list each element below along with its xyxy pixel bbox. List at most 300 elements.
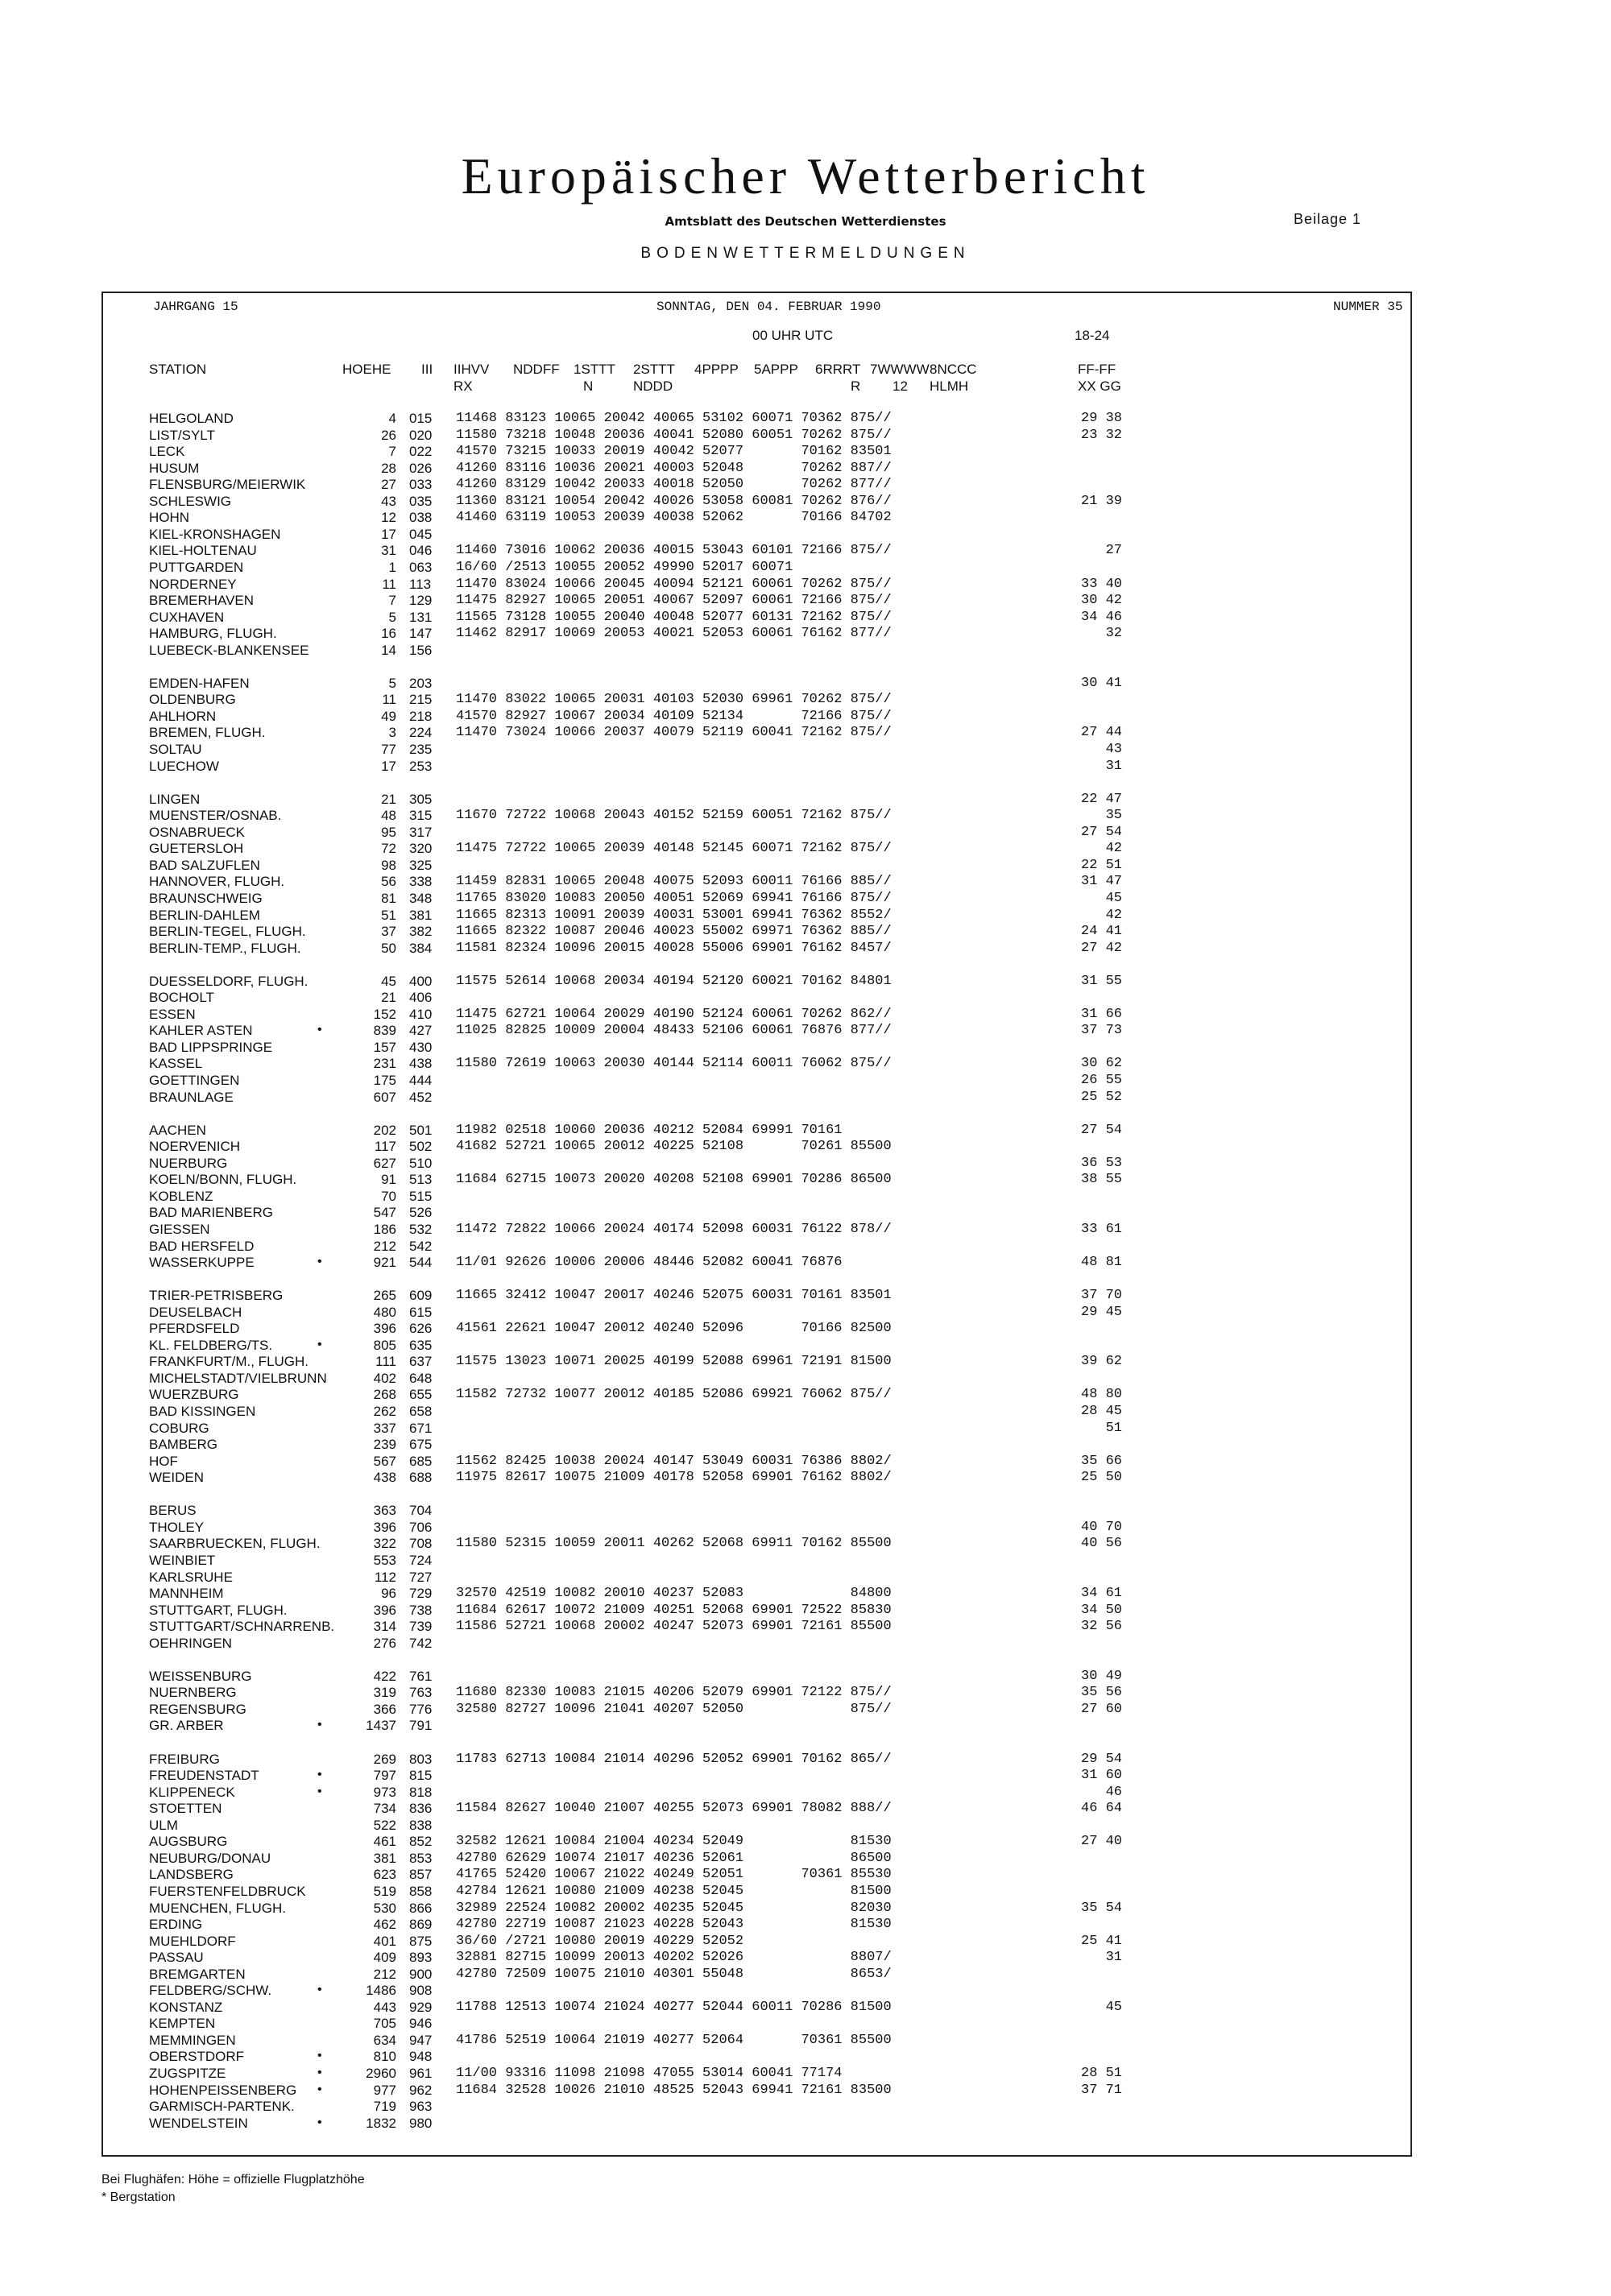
station-height: 26 xyxy=(381,427,396,443)
station-height: 37 xyxy=(381,924,396,940)
station-height: 11 xyxy=(382,692,396,708)
synop-groups: 11582 72732 10077 20012 40185 52086 69921 76062 875// xyxy=(456,1387,892,1403)
station-name: LINGEN xyxy=(149,791,201,807)
mountain-station-marker: • xyxy=(317,2115,322,2129)
station-index: 708 xyxy=(409,1536,433,1552)
table-row xyxy=(0,1404,1611,1421)
table-row xyxy=(0,527,1611,544)
station-height: 973 xyxy=(373,1784,396,1800)
table-row xyxy=(0,792,1611,809)
station-height: 51 xyxy=(381,907,396,923)
station-name: PUTTGARDEN xyxy=(149,559,244,575)
wind-gust-values: 46 64 xyxy=(1081,1801,1123,1817)
station-name: BAD MARIENBERG xyxy=(149,1205,273,1221)
synop-groups: 41460 63119 10053 20039 40038 52062 70166 84702 xyxy=(456,510,892,526)
wind-gust-values: 31 66 xyxy=(1081,1006,1123,1022)
section-heading: BODENWETTERMELDUNGEN xyxy=(640,245,971,262)
station-height: 98 xyxy=(381,857,396,873)
station-name: WASSERKUPPE xyxy=(149,1255,255,1271)
station-name: MUENCHEN, FLUGH. xyxy=(149,1900,287,1916)
synop-groups: 11/01 92626 10006 20006 48446 52082 60041 76876 xyxy=(456,1255,843,1271)
station-index: 215 xyxy=(409,692,433,708)
station-index: 626 xyxy=(409,1321,433,1337)
station-height: 322 xyxy=(373,1536,396,1552)
station-index: 406 xyxy=(409,990,433,1006)
table-row xyxy=(0,990,1611,1007)
station-height: 337 xyxy=(373,1420,396,1436)
station-height: 12 xyxy=(381,510,396,526)
wind-gust-values: 27 44 xyxy=(1081,725,1123,741)
table-row xyxy=(0,1338,1611,1355)
table-row xyxy=(0,1156,1611,1173)
synop-groups: 11580 52315 10059 20011 40262 52068 69911 70162 85500 xyxy=(456,1536,892,1552)
station-name: MUENSTER/OSNAB. xyxy=(149,808,282,824)
table-row xyxy=(0,411,1611,428)
station-name: GR. ARBER xyxy=(149,1718,224,1734)
synop-groups: 11459 82831 10065 20048 40075 52093 60011 76166 885// xyxy=(456,874,892,890)
period-label: 18-24 xyxy=(1075,328,1110,343)
station-name: PASSAU xyxy=(149,1950,204,1966)
station-name: MUEHLDORF xyxy=(149,1933,236,1949)
column-header: 7WWWW xyxy=(870,362,930,377)
station-height: 14 xyxy=(381,642,396,658)
wind-gust-values: 30 49 xyxy=(1081,1668,1123,1684)
synop-groups: 11470 83024 10066 20045 40094 52121 60061 70262 875// xyxy=(456,576,892,592)
table-row xyxy=(0,2116,1611,2133)
station-index: 706 xyxy=(409,1519,433,1535)
column-subheader: 12 xyxy=(892,379,908,394)
station-height: 70 xyxy=(381,1188,396,1204)
mountain-station-marker: • xyxy=(317,2066,322,2079)
wind-gust-values: 31 xyxy=(1081,1950,1123,1966)
synop-groups: 41561 22621 10047 20012 40240 52096 70166 82500 xyxy=(456,1321,892,1337)
synop-groups: 11475 82927 10065 20051 40067 52097 60061 72166 875// xyxy=(456,593,892,609)
wind-gust-values: 27 xyxy=(1081,543,1123,559)
synop-groups: 11788 12513 10074 21024 40277 52044 60011 70286 81500 xyxy=(456,1999,892,2015)
station-index: 857 xyxy=(409,1867,433,1883)
station-name: HANNOVER, FLUGH. xyxy=(149,874,285,890)
table-row xyxy=(0,1901,1611,1917)
station-index: 727 xyxy=(409,1569,433,1585)
station-height: 72 xyxy=(381,841,396,857)
table-row xyxy=(0,1503,1611,1520)
table-row xyxy=(0,510,1611,527)
station-index: 129 xyxy=(409,593,433,609)
table-row xyxy=(0,1702,1611,1719)
wind-gust-values: 25 41 xyxy=(1081,1933,1123,1949)
column-header: III xyxy=(421,362,433,377)
station-name: NUERBURG xyxy=(149,1155,228,1171)
synop-groups: 32989 22524 10082 20002 40235 52045 82030 xyxy=(456,1900,892,1916)
station-name: STUTTGART/SCHNARRENB. xyxy=(149,1619,335,1635)
wind-gust-values: 23 32 xyxy=(1081,427,1123,443)
wind-gust-values: 42 xyxy=(1081,841,1123,857)
station-name: GUETERSLOH xyxy=(149,841,244,857)
wind-gust-values: 29 45 xyxy=(1081,1304,1123,1320)
synop-groups: 11684 62617 10072 21009 40251 52068 69901 72522 85830 xyxy=(456,1602,892,1618)
synop-groups: 11575 52614 10068 20034 40194 52120 60021 70162 84801 xyxy=(456,973,892,989)
station-index: 655 xyxy=(409,1387,433,1403)
station-index: 131 xyxy=(409,609,433,625)
station-name: WEIDEN xyxy=(149,1470,204,1486)
wind-gust-values: 34 46 xyxy=(1081,609,1123,625)
station-height: 112 xyxy=(374,1569,396,1585)
table-row xyxy=(0,1520,1611,1537)
synop-groups: 11982 02518 10060 20036 40212 52084 69991 70161 xyxy=(456,1122,843,1138)
wind-gust-values: 35 54 xyxy=(1081,1900,1123,1916)
station-height: 231 xyxy=(373,1056,396,1072)
table-row xyxy=(0,1785,1611,1802)
station-height: 607 xyxy=(373,1089,396,1105)
station-height: 314 xyxy=(373,1619,396,1635)
station-name: FELDBERG/SCHW. xyxy=(149,1983,272,1999)
station-height: 553 xyxy=(373,1552,396,1568)
station-index: 929 xyxy=(409,1999,433,2015)
synop-groups: 36/60 /2721 10080 20019 40229 52052 xyxy=(456,1933,744,1949)
wind-gust-values: 30 42 xyxy=(1081,593,1123,609)
table-row xyxy=(0,1321,1611,1338)
synop-groups: 11581 82324 10096 20015 40028 55006 69901 76162 8457/ xyxy=(456,940,892,956)
table-row xyxy=(0,1387,1611,1404)
wind-gust-values: 28 51 xyxy=(1081,2066,1123,2081)
table-row xyxy=(0,891,1611,908)
wind-gust-values: 45 xyxy=(1081,1999,1123,2015)
station-index: 410 xyxy=(409,1006,433,1022)
station-name: BREMGARTEN xyxy=(149,1966,246,1982)
station-name: WEISSENBURG xyxy=(149,1668,252,1684)
synop-groups: 41765 52420 10067 21022 40249 52051 70361 85530 xyxy=(456,1867,892,1883)
synop-groups: 11468 83123 10065 20042 40065 53102 60071 70362 875// xyxy=(456,411,892,426)
station-index: 046 xyxy=(409,543,433,559)
number-label: NUMMER 35 xyxy=(1333,300,1403,314)
volume-label: JAHRGANG 15 xyxy=(153,300,238,314)
synop-groups: 11475 62721 10064 20029 40190 52124 60061 70262 862// xyxy=(456,1006,892,1022)
station-name: THOLEY xyxy=(149,1519,205,1535)
station-index: 305 xyxy=(409,791,433,807)
column-header: 5APPP xyxy=(754,362,798,377)
synop-groups: 11580 73218 10048 20036 40041 52080 60051 70262 875// xyxy=(456,427,892,443)
wind-gust-values: 29 54 xyxy=(1081,1751,1123,1767)
station-height: 402 xyxy=(373,1370,396,1386)
station-index: 836 xyxy=(409,1801,433,1817)
station-name: SOLTAU xyxy=(149,742,202,757)
station-index: 502 xyxy=(409,1139,433,1155)
station-height: 1437 xyxy=(366,1718,396,1734)
station-name: COBURG xyxy=(149,1420,209,1436)
station-index: 348 xyxy=(409,890,433,906)
wind-gust-values: 25 52 xyxy=(1081,1089,1123,1105)
station-index: 513 xyxy=(409,1172,433,1188)
synop-groups: 11680 82330 10083 21015 40206 52079 69901 72122 875// xyxy=(456,1685,892,1701)
station-height: 212 xyxy=(373,1966,396,1982)
station-height: 839 xyxy=(373,1023,396,1039)
column-header: FF-FF xyxy=(1078,362,1116,377)
station-height: 396 xyxy=(373,1321,396,1337)
station-index: 526 xyxy=(409,1205,433,1221)
footnote-airport: Bei Flughäfen: Höhe = offizielle Flugplatzhöhe xyxy=(101,2173,365,2186)
station-height: 409 xyxy=(373,1950,396,1966)
station-index: 803 xyxy=(409,1751,433,1767)
synop-groups: 11565 73128 10055 20040 40048 52077 60131 72162 875// xyxy=(456,609,892,625)
station-height: 17 xyxy=(381,758,396,774)
station-name: HOF xyxy=(149,1453,178,1469)
wind-gust-values: 35 66 xyxy=(1081,1453,1123,1469)
station-height: 91 xyxy=(381,1172,396,1188)
table-row xyxy=(0,643,1611,660)
station-index: 946 xyxy=(409,2016,433,2032)
station-height: 268 xyxy=(373,1387,396,1403)
station-index: 253 xyxy=(409,758,433,774)
station-height: 157 xyxy=(373,1039,396,1055)
table-row xyxy=(0,1139,1611,1156)
station-index: 156 xyxy=(409,642,433,658)
station-height: 43 xyxy=(381,493,396,509)
table-row xyxy=(0,858,1611,875)
synop-groups: 41570 82927 10067 20034 40109 52134 72166 875// xyxy=(456,708,892,724)
column-header: 2STTT xyxy=(633,362,675,377)
station-index: 685 xyxy=(409,1453,433,1469)
station-name: HOHN xyxy=(149,510,190,526)
station-index: 224 xyxy=(409,725,433,741)
station-name: PFERDSFELD xyxy=(149,1321,240,1337)
station-index: 791 xyxy=(409,1718,433,1734)
synop-groups: 41570 73215 10033 20019 40042 52077 70162 83501 xyxy=(456,444,892,460)
station-index: 818 xyxy=(409,1784,433,1800)
table-row xyxy=(0,825,1611,842)
station-index: 893 xyxy=(409,1950,433,1966)
synop-groups: 41682 52721 10065 20012 40225 52108 70261 85500 xyxy=(456,1139,892,1155)
station-name: KASSEL xyxy=(149,1056,203,1072)
table-row xyxy=(0,1619,1611,1636)
station-height: 265 xyxy=(373,1288,396,1304)
wind-gust-values: 45 xyxy=(1081,890,1123,906)
station-height: 5 xyxy=(388,609,396,625)
table-row xyxy=(0,1768,1611,1785)
wind-gust-values: 31 60 xyxy=(1081,1768,1123,1784)
station-name: OEHRINGEN xyxy=(149,1635,232,1651)
table-row xyxy=(0,1371,1611,1388)
station-index: 444 xyxy=(409,1073,433,1088)
station-height: 202 xyxy=(373,1122,396,1138)
station-index: 704 xyxy=(409,1503,433,1519)
station-height: 381 xyxy=(373,1850,396,1866)
station-height: 522 xyxy=(373,1817,396,1833)
station-height: 519 xyxy=(373,1883,396,1899)
station-name: FUERSTENFELDBRUCK xyxy=(149,1883,306,1899)
station-name: AHLHORN xyxy=(149,708,217,724)
table-row xyxy=(0,1570,1611,1587)
station-height: 2960 xyxy=(366,2066,396,2081)
station-index: 908 xyxy=(409,1983,433,1999)
station-name: LANDSBERG xyxy=(149,1867,234,1883)
station-height: 56 xyxy=(381,874,396,890)
table-row xyxy=(0,1636,1611,1653)
station-height: 810 xyxy=(373,2049,396,2065)
station-name: AACHEN xyxy=(149,1122,206,1138)
station-height: 16 xyxy=(381,626,396,642)
wind-gust-values: 34 61 xyxy=(1081,1586,1123,1602)
table-row xyxy=(0,808,1611,825)
station-height: 50 xyxy=(381,940,396,956)
station-name: FRANKFURT/M., FLUGH. xyxy=(149,1354,309,1370)
station-index: 675 xyxy=(409,1437,433,1453)
synop-groups: 32570 42519 10082 20010 40237 52083 84800 xyxy=(456,1586,892,1602)
station-index: 544 xyxy=(409,1255,433,1271)
table-row xyxy=(0,759,1611,776)
table-row xyxy=(0,1586,1611,1603)
table-row xyxy=(0,692,1611,709)
station-name: MANNHEIM xyxy=(149,1586,224,1602)
table-row xyxy=(0,593,1611,610)
table-row xyxy=(0,2083,1611,2099)
table-row xyxy=(0,1950,1611,1967)
station-name: ULM xyxy=(149,1817,178,1833)
station-index: 838 xyxy=(409,1817,433,1833)
supplement-label: Beilage 1 xyxy=(1294,211,1362,227)
station-name: NOERVENICH xyxy=(149,1139,241,1155)
station-index: 430 xyxy=(409,1039,433,1055)
station-index: 961 xyxy=(409,2066,433,2081)
station-height: 239 xyxy=(373,1437,396,1453)
station-name: NUERNBERG xyxy=(149,1685,237,1701)
station-index: 948 xyxy=(409,2049,433,2065)
table-row xyxy=(0,543,1611,560)
station-height: 28 xyxy=(381,460,396,476)
station-height: 422 xyxy=(373,1668,396,1684)
wind-gust-values: 48 80 xyxy=(1081,1387,1123,1403)
synop-groups: 11460 73016 10062 20036 40015 53043 60101 72166 875// xyxy=(456,543,892,559)
table-row xyxy=(0,1123,1611,1140)
station-index: 658 xyxy=(409,1404,433,1419)
station-index: 542 xyxy=(409,1238,433,1254)
station-name: GARMISCH-PARTENK. xyxy=(149,2099,295,2115)
station-name: LECK xyxy=(149,444,185,460)
station-name: BRAUNLAGE xyxy=(149,1089,234,1105)
station-index: 020 xyxy=(409,427,433,443)
table-row xyxy=(0,1967,1611,1984)
synop-groups: 11462 82917 10069 20053 40021 52053 60061 76162 877// xyxy=(456,626,892,642)
station-name: BREMEN, FLUGH. xyxy=(149,725,266,741)
station-name: BRAUNSCHWEIG xyxy=(149,890,263,906)
table-row xyxy=(0,1801,1611,1818)
synop-groups: 11584 82627 10040 21007 40255 52073 69901 78082 888// xyxy=(456,1801,892,1817)
wind-gust-values: 21 39 xyxy=(1081,493,1123,509)
station-name: KIEL-KRONSHAGEN xyxy=(149,526,281,542)
station-name: KL. FELDBERG/TS. xyxy=(149,1337,273,1353)
station-height: 21 xyxy=(381,791,396,807)
station-name: HAMBURG, FLUGH. xyxy=(149,626,277,642)
wind-gust-values: 28 45 xyxy=(1081,1404,1123,1419)
table-row xyxy=(0,742,1611,759)
mountain-station-marker: • xyxy=(317,1023,322,1037)
station-name: ESSEN xyxy=(149,1006,196,1022)
station-height: 634 xyxy=(373,2032,396,2048)
station-height: 49 xyxy=(381,708,396,724)
table-row xyxy=(0,974,1611,991)
column-header: HOEHE xyxy=(342,362,391,377)
wind-gust-values: 27 54 xyxy=(1081,1122,1123,1138)
column-subheader: HLMH xyxy=(930,379,969,394)
table-row xyxy=(0,1685,1611,1702)
table-row xyxy=(0,1752,1611,1769)
station-name: KOBLENZ xyxy=(149,1188,213,1204)
table-row xyxy=(0,1255,1611,1272)
station-height: 719 xyxy=(373,2099,396,2115)
table-row xyxy=(0,1867,1611,1884)
synop-groups: 11470 73024 10066 20037 40079 52119 60041 72162 875// xyxy=(456,725,892,741)
synop-groups: 11665 82322 10087 20046 40023 55002 69971 76362 885// xyxy=(456,924,892,940)
table-row xyxy=(0,1437,1611,1454)
table-row xyxy=(0,2016,1611,2033)
station-index: 858 xyxy=(409,1883,433,1899)
column-header: 1STTT xyxy=(574,362,615,377)
table-row xyxy=(0,1090,1611,1107)
station-name: LIST/SYLT xyxy=(149,427,215,443)
synop-groups: 11765 83020 10083 20050 40051 52069 69941 76166 875// xyxy=(456,890,892,906)
station-name: SCHLESWIG xyxy=(149,493,232,509)
synop-groups: 11575 13023 10071 20025 40199 52088 69961 72191 81500 xyxy=(456,1354,892,1370)
wind-gust-values: 26 55 xyxy=(1081,1073,1123,1088)
station-height: 480 xyxy=(373,1304,396,1320)
table-row xyxy=(0,1983,1611,2000)
station-index: 203 xyxy=(409,675,433,691)
station-name: KEMPTEN xyxy=(149,2016,216,2032)
station-index: 688 xyxy=(409,1470,433,1486)
station-name: CUXHAVEN xyxy=(149,609,225,625)
station-index: 026 xyxy=(409,460,433,476)
mountain-station-marker: • xyxy=(317,1983,322,1997)
station-index: 325 xyxy=(409,857,433,873)
table-row xyxy=(0,1040,1611,1057)
wind-gust-values: 27 54 xyxy=(1081,824,1123,840)
table-row xyxy=(0,1354,1611,1371)
column-subheader: NDDD xyxy=(633,379,673,394)
station-height: 77 xyxy=(381,742,396,757)
station-height: 4 xyxy=(388,411,396,426)
station-index: 980 xyxy=(409,2115,433,2131)
station-index: 438 xyxy=(409,1056,433,1072)
station-height: 462 xyxy=(373,1917,396,1933)
synop-groups: 42784 12621 10080 21009 40238 52045 81500 xyxy=(456,1883,892,1899)
table-row xyxy=(0,626,1611,643)
station-height: 81 xyxy=(381,890,396,906)
wind-gust-values: 22 51 xyxy=(1081,857,1123,873)
station-name: HELGOLAND xyxy=(149,411,234,426)
station-name: FREIBURG xyxy=(149,1751,220,1767)
station-index: 510 xyxy=(409,1155,433,1171)
station-height: 31 xyxy=(381,543,396,559)
table-row xyxy=(0,1470,1611,1487)
synop-groups: 42780 22719 10087 21023 40228 52043 81530 xyxy=(456,1917,892,1933)
table-row xyxy=(0,941,1611,958)
station-name: TRIER-PETRISBERG xyxy=(149,1288,284,1304)
station-index: 869 xyxy=(409,1917,433,1933)
table-row xyxy=(0,494,1611,511)
table-row xyxy=(0,924,1611,941)
synop-groups: 11684 32528 10026 21010 48525 52043 69941 72161 83500 xyxy=(456,2082,892,2098)
station-name: WENDELSTEIN xyxy=(149,2115,248,2131)
station-height: 627 xyxy=(373,1155,396,1171)
station-name: SAARBRUECKEN, FLUGH. xyxy=(149,1536,321,1552)
wind-gust-values: 35 56 xyxy=(1081,1685,1123,1701)
column-subheader: R xyxy=(851,379,861,394)
synop-groups: 11470 83022 10065 20031 40103 52030 69961 70262 875// xyxy=(456,692,892,708)
table-row xyxy=(0,1917,1611,1934)
table-row xyxy=(0,1023,1611,1040)
station-name: REGENSBURG xyxy=(149,1701,246,1717)
synop-groups: 41260 83129 10042 20033 40018 52050 70262 877// xyxy=(456,477,892,493)
wind-gust-values: 27 60 xyxy=(1081,1701,1123,1717)
